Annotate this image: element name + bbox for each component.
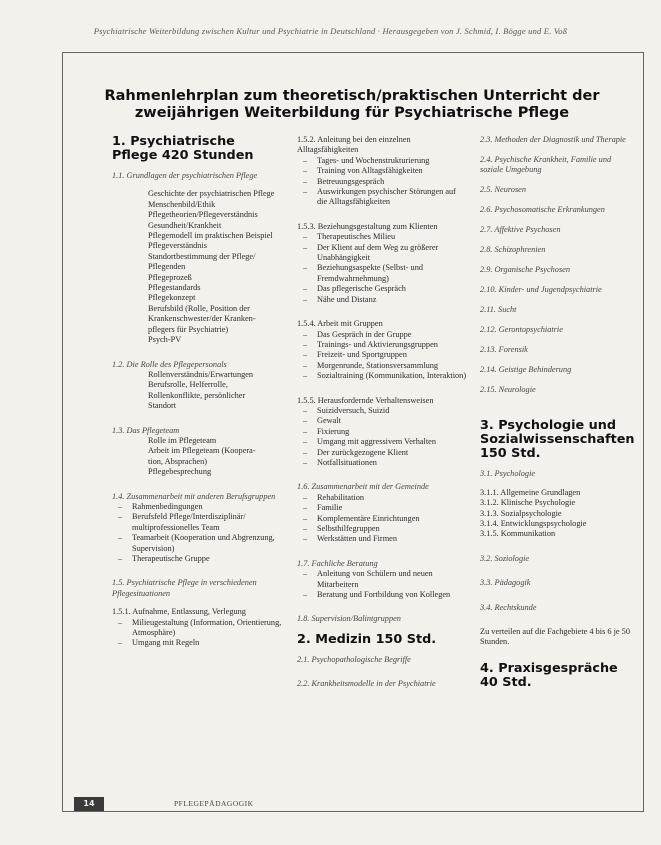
column-1	[112, 135, 282, 649]
dash-item: – Umgang mit aggressivem Verhalten	[297, 437, 467, 447]
list-3-1	[480, 488, 636, 540]
section-1-4: 1.4. Zusammenarbeit mit anderen Berufsgruppen	[112, 491, 276, 501]
list-item: Pflegenden	[148, 262, 186, 272]
list-item: pflegers für Psychiatrie)	[148, 324, 229, 334]
section-1-5-3: 1.5.3. Beziehungsgestaltung zum Klienten	[297, 221, 438, 231]
list-item: 2.4. Psychische Krankheit, Familie und soziale Umgebung	[480, 155, 612, 175]
heading-1-line-1: 1. Psychiatrische	[112, 134, 235, 149]
list-item: tion, Absprachen)	[148, 456, 207, 466]
dash-item: – Der Klient auf dem Weg zu größerer Unabhängigkeit	[297, 243, 467, 264]
dash-item: – Beziehungsaspekte (Selbst- und Fremdwahrnehmung)	[297, 263, 467, 284]
title-line-1: Rahmenlehrplan zum theoretisch/praktischen Unterricht der	[104, 88, 600, 104]
title-line-2: zweijährigen Weiterbildung für Psychiatrische Pflege	[134, 105, 570, 121]
list-item: Rolle im Pflegeteam	[148, 435, 217, 445]
list-item: Pflegetheorien/Pflegeverständnis	[148, 210, 258, 220]
dash-item: – Rehabilitation	[297, 493, 467, 503]
dash-item: – Werkstätten und Firmen	[297, 534, 467, 544]
dash-list-1-5-3	[297, 232, 467, 305]
heading-3-line-1: 3. Psychologie und	[480, 418, 617, 434]
page-footer	[62, 797, 644, 813]
list-item: Standortbestimmung der Pflege/	[148, 251, 256, 261]
list-item: 2.3. Methoden der Diagnostik und Therapie	[480, 135, 626, 144]
list-item: 2.11. Sucht	[480, 305, 517, 315]
section-2-2: 2.2. Krankheitsmodelle in der Psychiatrie	[297, 679, 436, 689]
section-2-1: 2.1. Psychopathologische Begriffe	[297, 654, 411, 664]
list-item: 2.14. Geistige Behinderung	[480, 365, 572, 375]
dash-list-1-7	[297, 569, 467, 600]
list-item: Pflegeprozeß	[148, 272, 192, 282]
dash-item: – Sozialtraining (Kommunikation, Interaktion)	[297, 371, 467, 381]
list-item: 2.10. Kinder- und Jugendpsychiatrie	[480, 285, 602, 295]
section-1-5-5: 1.5.5. Herausfordernde Verhaltensweisen	[297, 395, 434, 405]
dash-item: – Gewalt	[297, 416, 467, 426]
heading-4-line-1: 4. Praxisgespräche	[480, 660, 618, 676]
list-item: 2.6. Psychosomatische Erkrankungen	[480, 205, 605, 215]
list-item: 2.5. Neurosen	[480, 185, 527, 195]
list-2-3-to-2-15	[480, 135, 636, 396]
dash-item: – Therapeutisches Milieu	[297, 232, 467, 242]
list-1-2	[112, 370, 282, 412]
section-3-1: 3.1. Psychologie	[480, 469, 536, 479]
dash-item: – Tages- und Wochenstrukturierung	[297, 156, 467, 166]
list-item: Menschenbild/Ethik	[148, 199, 216, 209]
section-3-2: 3.2. Soziologie	[480, 553, 530, 563]
list-item: Geschichte der psychiatrischen Pflege	[148, 189, 275, 199]
dash-list-1-5-1	[112, 618, 282, 649]
dash-item: – Auswirkungen psychischer Störungen auf die Alltagsfähigkeiten	[297, 187, 467, 208]
list-item: 2.12. Gerontopsychiatrie	[480, 325, 563, 335]
list-item: Arbeit im Pflegeteam (Koopera-	[148, 446, 256, 456]
list-1-3	[112, 436, 282, 478]
dash-item: – Rahmenbedingungen	[112, 502, 282, 512]
list-item: 2.7. Affektive Psychosen	[480, 225, 561, 235]
dash-item: – Notfallsituationen	[297, 458, 467, 468]
dash-item: – Berufsfeld Pflege/Interdisziplinär/ multiprofessionelles Team	[112, 512, 282, 533]
list-item: Pflegebesprechung	[148, 467, 212, 477]
dash-list-1-5-2	[297, 156, 467, 208]
heading-3-line-2: Sozialwissenschaften	[480, 432, 635, 448]
list-item: Pflegeverständnis	[148, 241, 207, 251]
list-item: 3.1.1. Allgemeine Grundlagen	[480, 487, 581, 497]
main-title	[82, 88, 622, 122]
section-1-2: 1.2. Die Rolle des Pflegepersonals	[112, 359, 227, 369]
section-3-4: 3.4. Rechtskunde	[480, 602, 537, 612]
dash-item: – Milieugestaltung (Information, Orientierung, Atmosphäre)	[112, 618, 282, 639]
section-1-5: 1.5. Psychiatrische Pflege in verschiedenen Pflegesituationen	[112, 578, 257, 598]
section-1-1: 1.1. Grundlagen der psychiatrischen Pflege	[112, 171, 258, 180]
dash-item: – Umgang mit Regeln	[112, 638, 282, 648]
list-item: Pflegestandards	[148, 283, 201, 293]
dash-list-1-4	[112, 502, 282, 564]
footer-brand: PFLEGEPÄDAGOGIK	[174, 799, 254, 808]
list-item: Berufsbild (Rolle, Position der Krankenschwester/der Kranken-	[148, 303, 256, 324]
dash-item: – Nähe und Distanz	[297, 295, 467, 305]
dash-list-1-6	[297, 493, 467, 545]
section-1-5-2: 1.5.2. Anleitung bei den einzelnen Alltagsfähigkeiten	[297, 135, 411, 155]
column-3	[480, 135, 636, 690]
section-1-7: 1.7. Fachliche Beratung	[297, 558, 378, 568]
list-item: Berufsrolle, Helferrolle,	[148, 380, 228, 390]
list-item: 2.9. Organische Psychosen	[480, 265, 571, 275]
section-1-5-1: 1.5.1. Aufnahme, Entlassung, Verlegung	[112, 607, 246, 617]
dash-item: – Trainings- und Aktivierungsgruppen	[297, 340, 467, 350]
list-item: 3.1.2. Klinische Psychologie	[480, 498, 576, 508]
list-item: 3.1.5. Kommunikation	[480, 529, 556, 539]
list-item: Psych-PV	[148, 335, 182, 345]
page-number: 14	[74, 797, 104, 811]
dash-item: – Selbsthilfegruppen	[297, 524, 467, 534]
dash-item: – Das pflegerische Gespräch	[297, 284, 467, 294]
list-item: Pflegemodell im praktischen Beispiel	[148, 231, 273, 241]
list-item: Rollenverständnis/Erwartungen	[148, 369, 254, 379]
dash-item: – Betreuungsgespräch	[297, 177, 467, 187]
section-1-6: 1.6. Zusammenarbeit mit der Gemeinde	[297, 482, 429, 492]
dash-item: – Morgenrunde, Stationsversammlung	[297, 361, 467, 371]
list-item: Gesundheit/Krankheit	[148, 220, 222, 230]
dash-item: – Freizeit- und Sportgruppen	[297, 350, 467, 360]
dash-item: – Fixierung	[297, 427, 467, 437]
dash-item: – Anleitung von Schülern und neuen Mitarbeitern	[297, 569, 467, 590]
running-header: Psychiatrische Weiterbildung zwischen Kultur und Psychiatrie in Deutschland · Herausgegeben von J. Schmid, I. Bögge und E. Voß	[93, 26, 568, 36]
heading-1-line-2: Pflege 420 Stunden	[112, 148, 254, 163]
list-item: 2.13. Forensik	[480, 345, 528, 355]
hours-note: Zu verteilen auf die Fachgebiete 4 bis 6 je 50 Stunden.	[480, 627, 630, 647]
dash-item: – Das Gespräch in der Gruppe	[297, 330, 467, 340]
dash-item: – Teamarbeit (Kooperation und Abgrenzung, Supervision)	[112, 533, 282, 554]
dash-list-1-5-4	[297, 330, 467, 382]
heading-2: 2. Medizin 150 Std.	[297, 631, 437, 647]
list-1-1	[112, 189, 282, 345]
section-1-3: 1.3. Das Pflegeteam	[112, 425, 180, 435]
dash-list-1-5-5	[297, 406, 467, 468]
dash-item: – Therapeutische Gruppe	[112, 554, 282, 564]
list-item: Standort	[148, 401, 177, 411]
dash-item: – Beratung und Fortbildung von Kollegen	[297, 590, 467, 600]
list-item: Pflegekonzept	[148, 293, 196, 303]
list-item: 2.15. Neurologie	[480, 385, 536, 395]
section-1-8: 1.8. Supervision/Balintgruppen	[297, 614, 401, 624]
dash-item: – Der zurückgezogene Klient	[297, 448, 467, 458]
list-item: Rollenkonflikte, persönlicher	[148, 390, 246, 400]
section-1-5-4: 1.5.4. Arbeit mit Gruppen	[297, 319, 383, 329]
list-item: 2.8. Schizophrenien	[480, 245, 546, 255]
column-2	[297, 135, 467, 690]
dash-item: – Training von Alltagsfähigkeiten	[297, 166, 467, 176]
list-item: 3.1.4. Entwicklungspsychologie	[480, 519, 587, 529]
heading-3-line-3: 150 Std.	[480, 446, 541, 462]
section-3-3: 3.3. Pädagogik	[480, 578, 531, 588]
dash-item: – Komplementäre Einrichtungen	[297, 514, 467, 524]
dash-item: – Suizidversuch, Suizid	[297, 406, 467, 416]
dash-item: – Familie	[297, 503, 467, 513]
list-item: 3.1.3. Sozialpsychologie	[480, 508, 562, 518]
heading-4-line-2: 40 Std.	[480, 674, 532, 690]
